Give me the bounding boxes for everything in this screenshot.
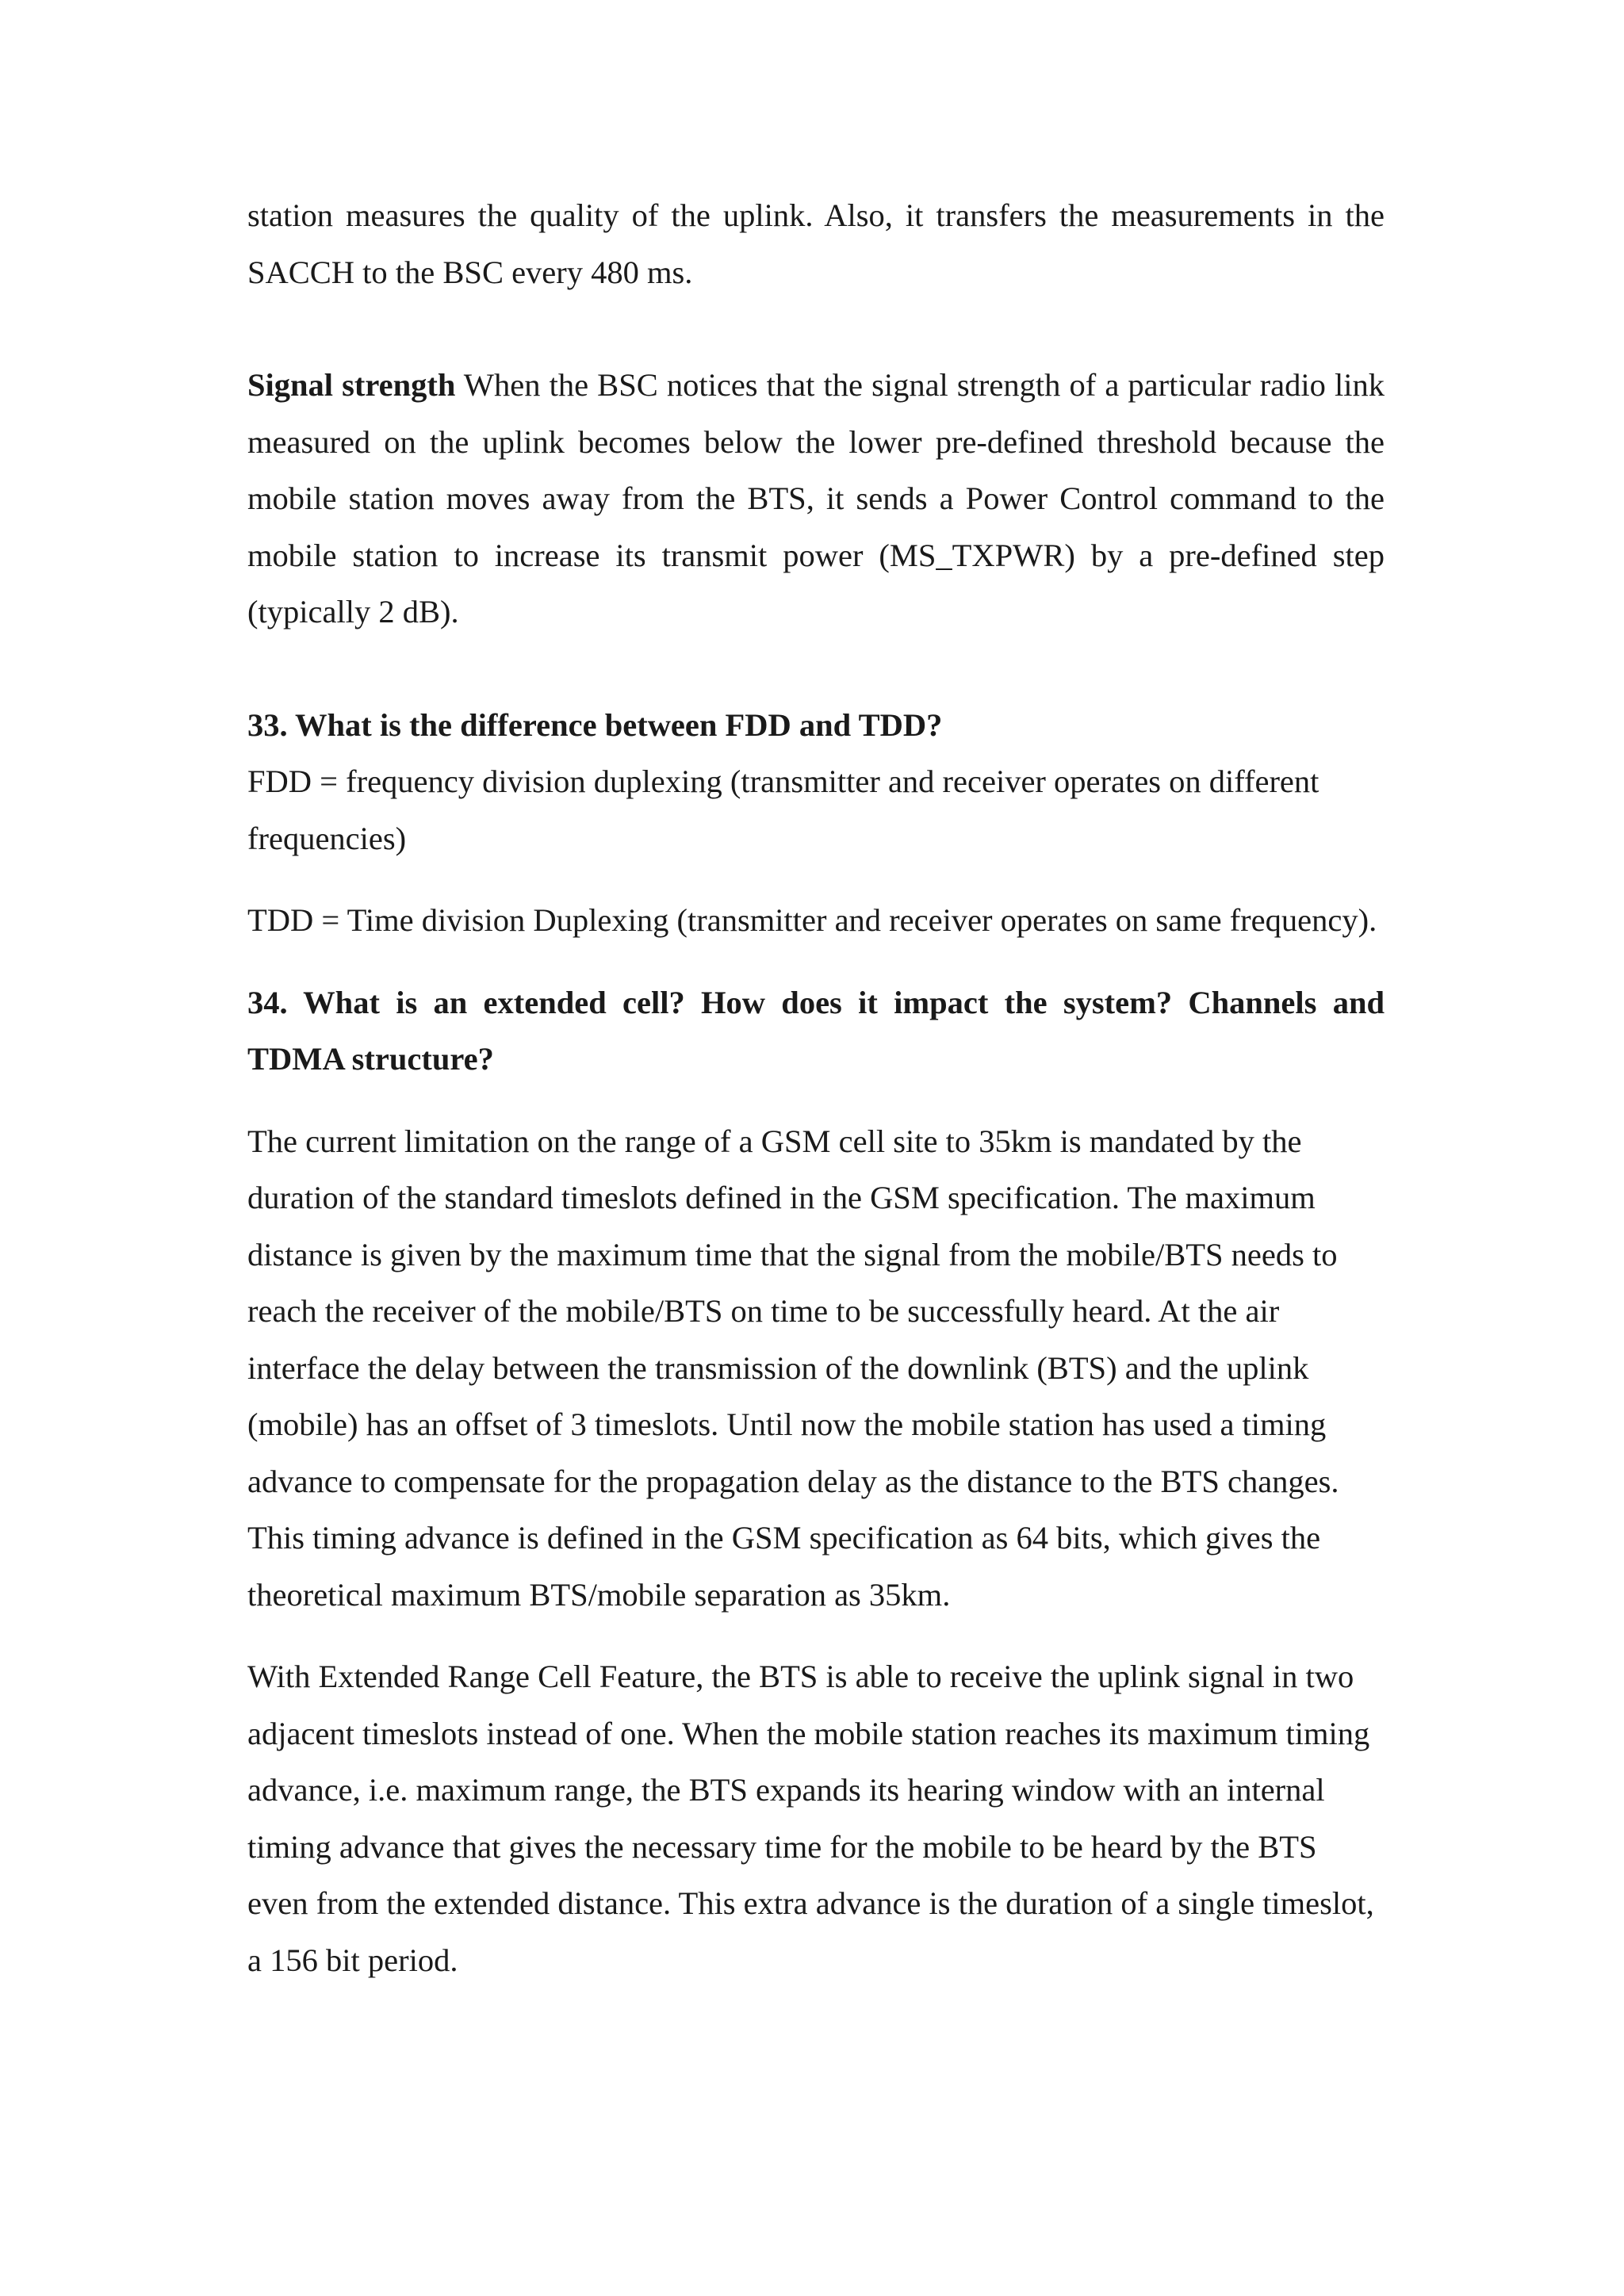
document-page (247, 187, 1385, 1988)
question-33-heading: 33. What is the difference between FDD and TDD? (247, 706, 943, 743)
signal-strength-label: Signal strength (247, 367, 456, 403)
paragraph-tdd: TDD = Time division Duplexing (transmitter and receiver operates on same frequency). (247, 902, 1377, 938)
paragraph-extended-range: With Extended Range Cell Feature, the BTS is able to receive the uplink signal in two adjacent timeslots instead of one. When the mobile station reaches its maximum timing advance, i.e. maximum range, the BTS expands its hearing window with an internal timing advance that gives the necessary time for the mobile to be heard by the BTS even from the extended distance. This extra advance is the duration of a single timeslot, a 156 bit period. (247, 1659, 1374, 1978)
paragraph-range-limitation: The current limitation on the range of a GSM cell site to 35km is mandated by the duration of the standard timeslots defined in the GSM specification. The maximum distance is given by the maximum time that the signal from the mobile/BTS needs to reach the receiver of the mobile/BTS on time to be successfully heard. At the air interface the delay between the transmission of the downlink (BTS) and the uplink (mobile) has an offset of 3 timeslots. Until now the mobile station has used a timing advance to compensate for the propagation delay as the distance to the BTS changes. This timing advance is defined in the GSM specification as 64 bits, which gives the theoretical maximum BTS/mobile separation as 35km. (247, 1123, 1339, 1613)
signal-strength-text: When the BSC notices that the signal strength of a particular radio link measured on the uplink becomes below the lower pre-defined threshold because the mobile station moves away from the BTS, it sends a Power Control command to the mobile station to increase its transmit power (MS_TXPWR) by a pre-defined step (typically 2 dB). (247, 367, 1385, 629)
paragraph-uplink-quality: station measures the quality of the uplink. Also, it transfers the measurements in the SACCH to the BSC every 480 ms. (247, 197, 1385, 290)
paragraph-signal-strength (247, 357, 1385, 641)
question-34-heading: 34. What is an extended cell? How does it impact the system? Channels and TDMA structure? (247, 984, 1385, 1077)
paragraph-fdd: FDD = frequency division duplexing (transmitter and receiver operates on different frequencies) (247, 763, 1320, 856)
